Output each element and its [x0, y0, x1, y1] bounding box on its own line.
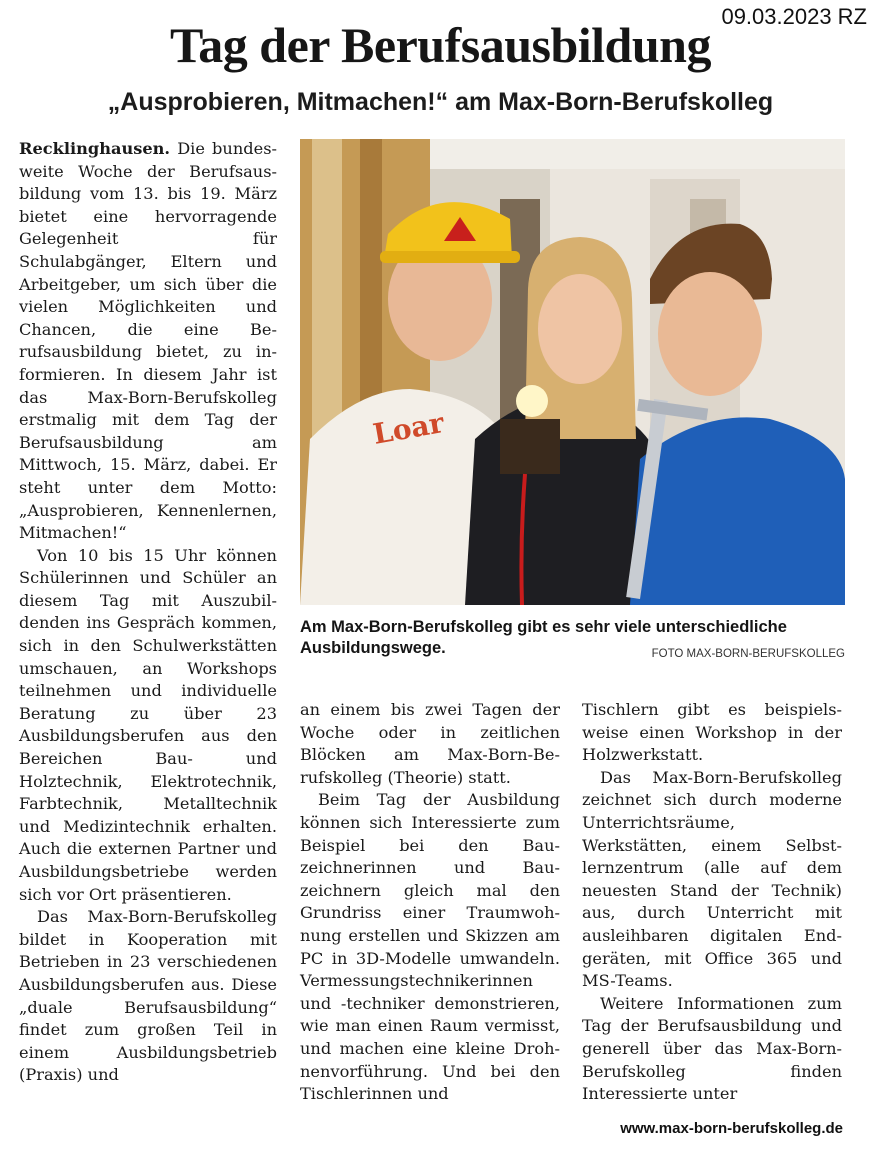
paragraph-text: Die bundesweite Woche der Berufsausbildung vom 13. bis 19. März bietet eine hervorragende Gelegenheit für Schulabgänger, Eltern und Arbeitgeber, um sich über die vielen Möglichkeiten und Chancen, die eine Berufsausbildung bietet, zu informieren. In diesem Jahr ist das Max-Born-Berufskolleg erstmalig mit dem Tag der Berufsausbildung am Mittwoch, 15. März, dabei. Er steht unter dem Motto: „Ausprobieren, Kennenlernen, Mitmachen!“ — [19, 139, 277, 543]
article-paragraph: Das Max-Born-Berufskolleg bildet in Kooperation mit Betrieben in 23 verschiedenen Ausbildungsberufen aus. Diese „duale Berufsausbildung“ findet zum großen Teil in einem Ausbildungsbetrieb (Praxis) und — [19, 907, 277, 1085]
photo-illustration — [300, 139, 845, 605]
article-photo — [300, 139, 845, 605]
photo-caption: Am Max-Born-Berufskolleg gibt es sehr viele unterschiedliche Ausbildungswege. — [300, 618, 787, 657]
svg-text:Loar: Loar — [370, 406, 447, 451]
article-paragraph: Weitere Informationen zum Tag der Berufsausbildung und generell über das Max-Born-Berufskolleg finden Interessierte unter — [582, 993, 842, 1104]
article-paragraph: Das Max-Born-Berufskolleg zeichnet sich durch moderne Unterrichtsräume, Werkstätten, einem Selbstlernzentrum (alle auf dem neuesten Stand der Technik) aus, durch Unterricht mit ausleihbaren digitalen Endgeräten, mit Office 365 und MS-Teams. — [582, 767, 842, 991]
date-stamp: 09.03.2023 RZ — [721, 4, 867, 29]
photo-credit: FOTO MAX-BORN-BERUFSKOLLEG — [651, 648, 845, 660]
article-column-2 — [300, 699, 560, 1106]
article-column-3 — [582, 699, 842, 1106]
subheadline: „Ausprobieren, Mitmachen!“ am Max-Born-Berufskolleg — [107, 88, 774, 116]
article-paragraph: Beim Tag der Ausbildung können sich Interessierte zum Beispiel bei den Bauzeichnerinnen und Bauzeichnern gleich mal den Grundriss einer Traumwohnung erstellen und Skizzen am PC in 3D-Modelle umwandeln. Vermessungstechnikerinnen und -techniker demonstrieren, wie man einen Raum vermisst, und machen eine kleine Drohnenvorführung. Und bei den Tischlerinnen und — [300, 790, 560, 1104]
article-paragraph: an einem bis zwei Tagen der Woche oder in zeitlichen Blöcken am Max-Born-Berufskolleg (Theorie) statt. — [300, 700, 560, 787]
article-paragraph: Tischlern gibt es beispielsweise einen Workshop in der Holzwerkstatt. — [582, 700, 842, 765]
article-paragraph — [19, 138, 277, 545]
website-link[interactable]: www.max-born-berufskolleg.de — [620, 1120, 843, 1137]
dateline: Recklinghausen. — [19, 139, 171, 158]
article-paragraph: Von 10 bis 15 Uhr können Schülerinnen und Schüler an diesem Tag mit Auszubildenden ins Gespräch kommen, sich in den Schulwerkstätten umschauen, an Workshops teilnehmen und individuelle Beratung zu über 23 Ausbildungsberufen aus den Bereichen Bau- und Holztechnik, Elektrotechnik, Farbtechnik, Metalltechnik und Medizintechnik erhalten. Auch die externen Partner und Ausbildungsbetriebe werden sich vor Ort präsentieren. — [19, 545, 277, 904]
article-column-1 — [19, 138, 277, 1087]
headline: Tag der Berufsausbildung — [170, 17, 711, 73]
